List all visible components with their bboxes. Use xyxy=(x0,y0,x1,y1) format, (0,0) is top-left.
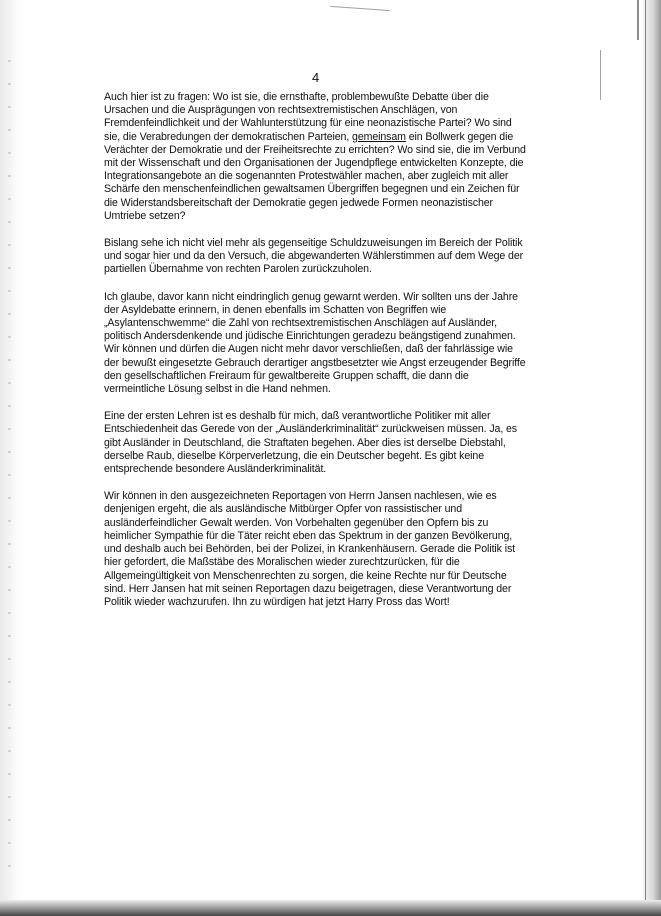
scan-edge-left xyxy=(0,0,22,916)
scan-corner-mark xyxy=(627,0,639,40)
paragraph-1 xyxy=(104,91,526,223)
scan-artifact-dots xyxy=(8,60,11,880)
page-number: 4 xyxy=(312,70,320,85)
scan-smudge xyxy=(330,6,390,11)
paragraph-1-underlined-word: gemeinsam xyxy=(352,130,406,143)
paragraph-1-part-2: ein Bollwerk gegen die Verächter der Demokratie und der Freiheitsrechte zu errichten? Wo sind sie, die im Verbund mit der Wissenschaft und den Organisationen der Jugendpflege entwickelten Konzepte, die Integrationsangebote an die sogenannten Protestwähler machen, aber zugleich mit aller Schärfe den menschenfeindlichen gewaltsamen Übergriffen begegnen und ein Zeichen für die Widerstandsbereitschaft der Demokratie gegen jedwede Formen neonazistischer Umtriebe setzen? xyxy=(104,130,526,222)
scan-margin-mark xyxy=(592,50,601,100)
paragraph-3: Ich glaube, davor kann nicht eindringlich genug gewarnt werden. Wir sollten uns der Jahre der Asyldebatte erinnern, in denen ebenfalls im Schatten von Begriffen wie „Asylantenschwemme“ die Zahl von rechtsextremistischen Anschlägen auf Ausländer, politisch Andersdenkende und jüdische Einrichtungen geradezu beängstigend zunahmen. Wir können und dürfen die Augen nicht mehr davor verschließen, daß der fahrlässige wie der bewußt eingesetzte Gebrauch derartiger angstbesetzter wie Angst erzeugender Begriffe den gesellschaftlichen Freiraum für gewaltbereite Gruppen schafft, die dann die vermeintliche Lösung selbst in die Hand nehmen. xyxy=(104,290,526,396)
scan-border-right xyxy=(643,0,661,916)
document-body xyxy=(104,91,526,623)
scan-border-bottom xyxy=(0,900,661,916)
paragraph-5: Wir können in den ausgezeichneten Reportagen von Herrn Jansen nachlesen, wie es denjenigen ergeht, die als ausländische Mitbürger Opfer von rassistischer und ausländerfeindlicher Gewalt werden. Von Vorbehalten gegenüber den Opfern bis zu heimlicher Sympathie für die Täter reicht eben das Spektrum in der ganzen Bevölkerung, und deshalb auch bei Behörden, bei der Polizei, in Krankenhäusern. Gerade die Politik ist hier gefordert, die Maßstäbe des Moralischen wieder zurechtzurücken, für die Allgemeingültigkeit von Menschenrechten zu sorgen, die keine Rechte nur für Deutsche sind. Herr Jansen hat mit seinen Reportagen dazu beigetragen, diese Verantwortung der Politik wieder wachzurufen. Ihn zu würdigen hat jetzt Harry Pross das Wort! xyxy=(104,490,515,608)
paragraph-1-part-1: Auch hier ist zu fragen: Wo ist sie, die ernsthafte, problembewußte Debatte über die Ursachen und die Ausprägungen von rechtsextremistischen Anschlägen, von Fremdenfeindlichkeit und der Wahlunterstützung für eine neonazistische Partei? Wo sind sie, die Verabredungen der demokratischen Parteien, xyxy=(104,91,512,143)
paragraph-4: Eine der ersten Lehren ist es deshalb für mich, daß verantwortliche Politiker mit aller Entschiedenheit das Gerede von der „Ausländerkriminalität“ zurückweisen müssen. Ja, es gibt Ausländer in Deutschland, die Straftaten begehen. Aber dies ist derselbe Diebstahl, derselbe Raub, dieselbe Körperverletzung, die ein Deutscher begeht. Es gibt keine entsprechende besondere Ausländerkriminalität. xyxy=(104,410,518,476)
paragraph-2: Bislang sehe ich nicht viel mehr als gegenseitige Schuldzuweisungen im Bereich der Politik und sogar hier und da den Versuch, die abgewanderten Wählerstimmen auf dem Wege der partiellen Übernahme von rechten Parolen zurückzuholen. xyxy=(104,237,524,276)
